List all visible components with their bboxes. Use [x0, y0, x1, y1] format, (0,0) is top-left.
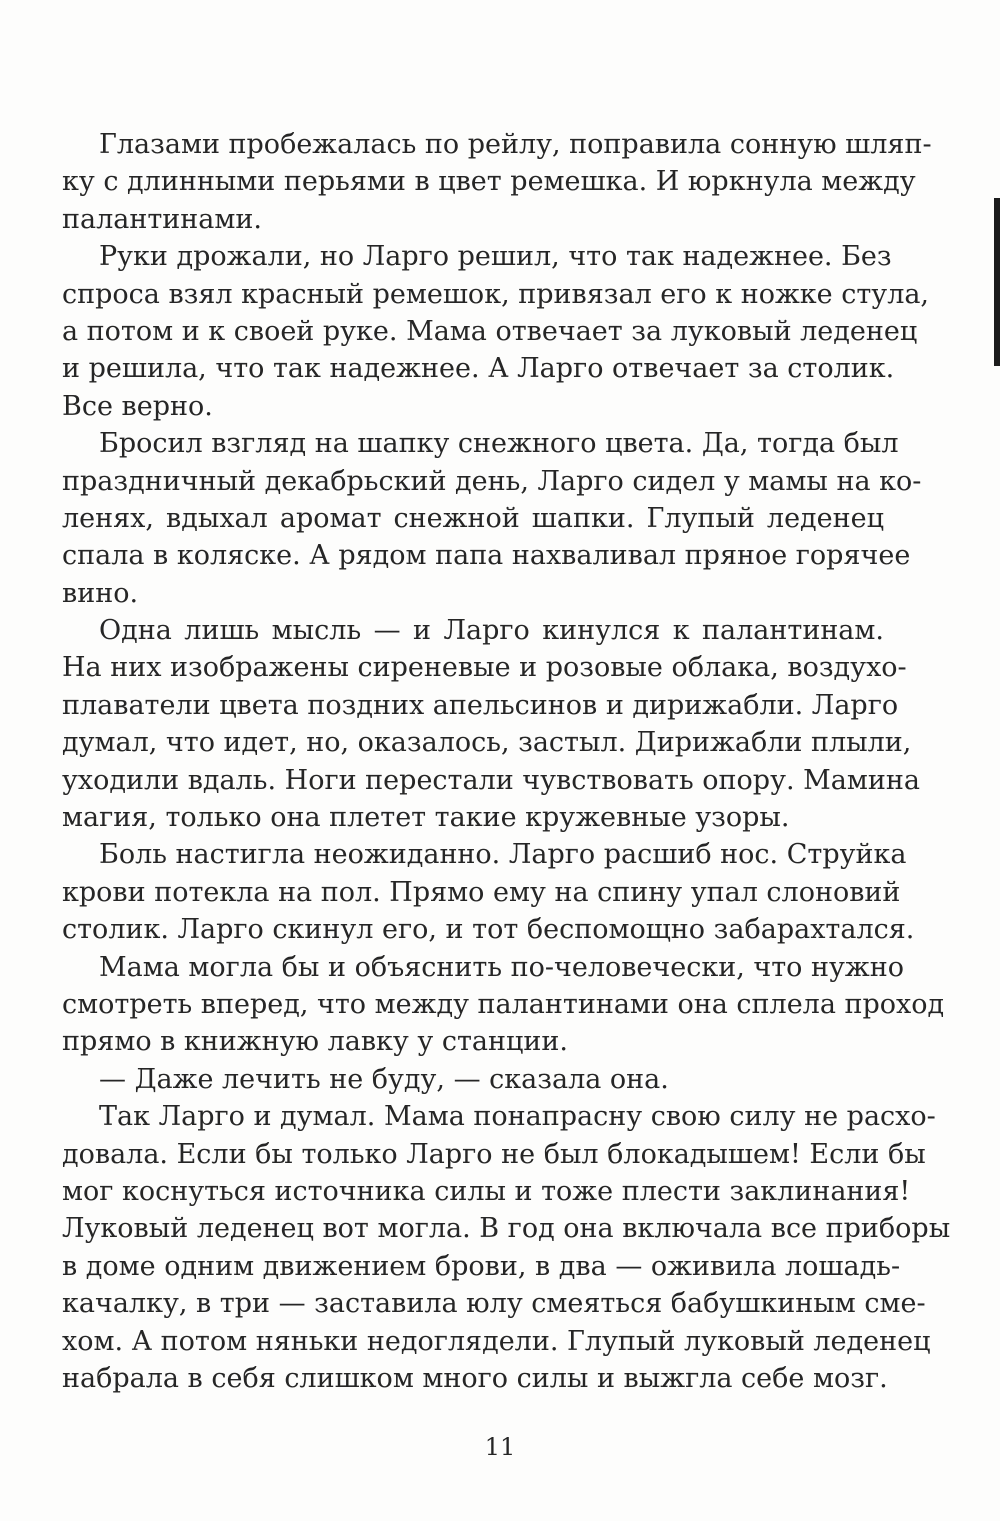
text-line: а потом и к своей руке. Мама отвечает за луковый леденец — [62, 315, 918, 347]
text-line: Бросил взгляд на шапку снежного цвета. Да, тогда был — [99, 428, 899, 460]
paragraph — [62, 425, 922, 612]
text-line: праздничный декабрьский день, Ларго сидел у мамы на ко- — [62, 465, 922, 497]
text-line: качалку, в три — заставила юлу смеяться бабушкиным сме- — [62, 1288, 926, 1320]
text-line: Боль настигла неожиданно. Ларго расшиб нос. Струйка — [99, 839, 907, 871]
text-line: палантинами. — [62, 203, 262, 235]
text-line: в доме одним движением брови, в два — оживила лошадь- — [62, 1250, 901, 1282]
paragraph — [62, 126, 932, 238]
text-line: Мама могла бы и объяснить по-человечески, что нужно — [99, 951, 904, 983]
text-line: мог коснуться источника силы и тоже плести заклинания! — [62, 1175, 911, 1207]
text-line: спроса взял красный ремешок, привязал его к ножке стула, — [62, 278, 930, 310]
text-line: довала. Если бы только Ларго не был блокадышем! Если бы — [62, 1138, 926, 1170]
text-line: магия, только она плетет такие кружевные узоры. — [62, 802, 790, 834]
text-line: Глазами пробежалась по рейлу, поправила сонную шляп- — [99, 129, 932, 160]
paragraph — [62, 949, 945, 1061]
text-line: Луковый леденец вот могла. В год она включала все приборы — [62, 1213, 951, 1245]
paragraph — [62, 836, 915, 948]
text-line: смотреть вперед, что между палантинами она сплела проход — [62, 988, 945, 1020]
text-line: На них изображены сиреневые и розовые облака, воздухо- — [62, 652, 907, 684]
text-line: набрала в себя слишком много силы и выжгла себе мозг. — [62, 1362, 888, 1394]
text-line: ку с длинными перьями в цвет ремешка. И юркнула между — [62, 166, 916, 198]
text-line: спала в коляске. А рядом папа нахваливал пряное горячее — [62, 540, 911, 572]
page-edge-mark — [994, 198, 1000, 366]
text-line: вино. — [62, 577, 139, 609]
text-line: столик. Ларго скинул его, и тот беспомощно забарахтался. — [62, 914, 915, 946]
text-line: думал, что идет, но, оказалось, застыл. Дирижабли плыли, — [62, 727, 912, 759]
text-line: плаватели цвета поздних апельсинов и дирижабли. Ларго — [62, 689, 899, 721]
paragraph — [62, 612, 920, 836]
paragraph — [62, 238, 930, 425]
text-line: уходили вдаль. Ноги перестали чувствовать опору. Мамина — [62, 764, 920, 796]
paragraph — [62, 1098, 951, 1397]
text-line: хом. А потом няньки недоглядели. Глупый луковый леденец — [62, 1325, 931, 1357]
text-line: прямо в книжную лавку у станции. — [62, 1026, 568, 1058]
text-line: и решила, что так надежнее. А Ларго отвечает за столик. — [62, 353, 895, 385]
paragraph — [62, 1061, 884, 1098]
text-line: Так Ларго и думал. Мама понапрасну свою силу не расхо- — [99, 1101, 936, 1133]
text-line: Руки дрожали, но Ларго решил, что так надежнее. Без — [99, 241, 892, 273]
text-line: ленях, вдыхал аромат снежной шапки. Глупый леденец — [62, 502, 884, 534]
text-line: — Даже лечить не буду, — сказала она. — [99, 1063, 669, 1095]
body-text — [62, 126, 951, 1397]
text-line: Одна лишь мысль — и Ларго кинулся к палантинам. — [99, 615, 884, 647]
text-line: крови потекла на пол. Прямо ему на спину упал слоновий — [62, 876, 901, 908]
text-line: Все верно. — [62, 390, 213, 422]
page-number: 11 — [484, 1433, 516, 1461]
